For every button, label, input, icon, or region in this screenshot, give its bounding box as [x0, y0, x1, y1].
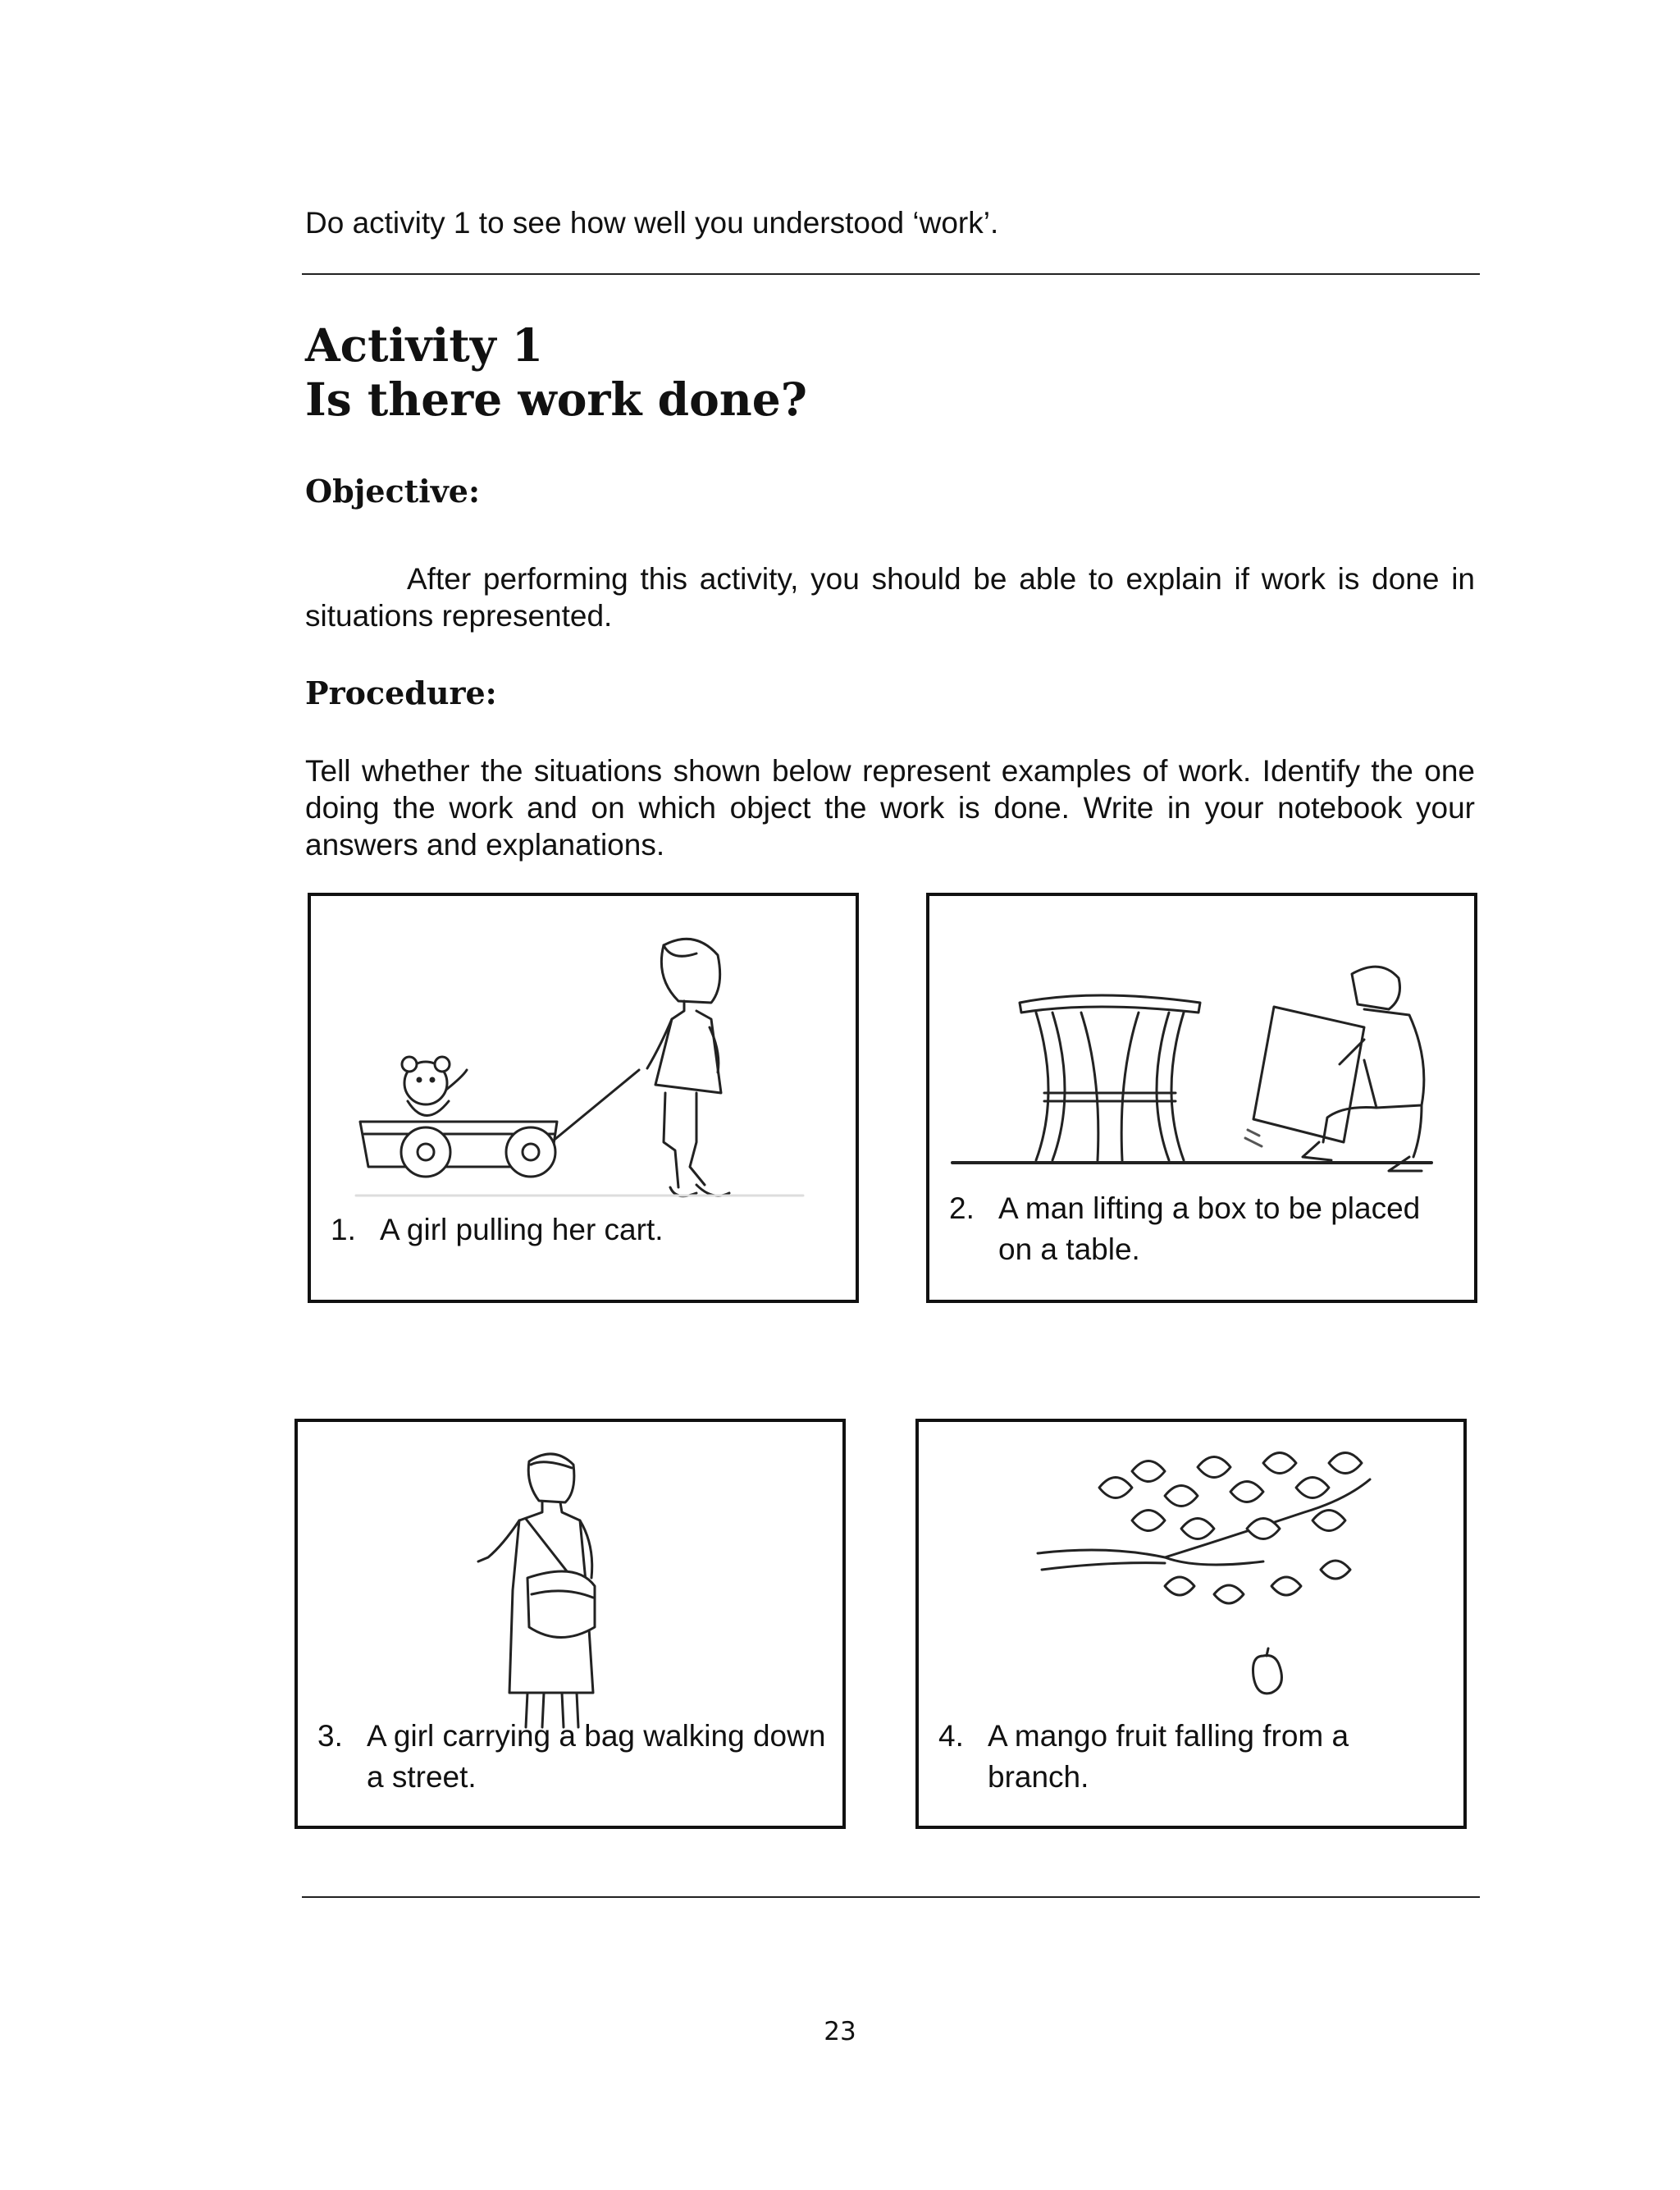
situation-number-4: 4. [938, 1719, 964, 1753]
situation-number-3: 3. [317, 1719, 343, 1753]
activity-number: Activity 1 [305, 318, 544, 372]
procedure-heading: Procedure: [305, 674, 497, 711]
procedure-text: Tell whether the situations shown below represent examples of work. Identify the one doing the work and on which object the work is done. Write in your notebook your answers and explanations. [305, 754, 1475, 862]
page-number: 23 [824, 2017, 856, 2046]
situation-caption-4 [938, 1716, 1447, 1798]
situation-card-1 [308, 893, 859, 1303]
bottom-divider [302, 1896, 1480, 1898]
situation-card-2 [926, 893, 1477, 1303]
situation-caption-1 [331, 1209, 839, 1250]
activity-question: Is there work done? [305, 373, 807, 426]
objective-text: After performing this activity, you should be able to explain if work is done in situations represented. [305, 562, 1475, 633]
activity-title [305, 318, 807, 427]
situation-card-4 [915, 1419, 1467, 1829]
objective-heading: Objective: [305, 473, 481, 510]
situation-caption-3 [317, 1716, 826, 1798]
situation-card-3 [294, 1419, 846, 1829]
situation-text-1: A girl pulling her cart. [380, 1213, 664, 1246]
situation-text-4: A mango fruit falling from a branch. [988, 1719, 1349, 1794]
intro-text: Do activity 1 to see how well you understood ‘work’. [305, 206, 999, 240]
top-divider [302, 273, 1480, 275]
situation-caption-2 [949, 1188, 1458, 1270]
situation-text-3: A girl carrying a bag walking down a street. [367, 1719, 826, 1794]
situation-text-2: A man lifting a box to be placed on a table. [998, 1191, 1421, 1266]
situation-number-2: 2. [949, 1191, 975, 1225]
situation-number-1: 1. [331, 1213, 356, 1246]
